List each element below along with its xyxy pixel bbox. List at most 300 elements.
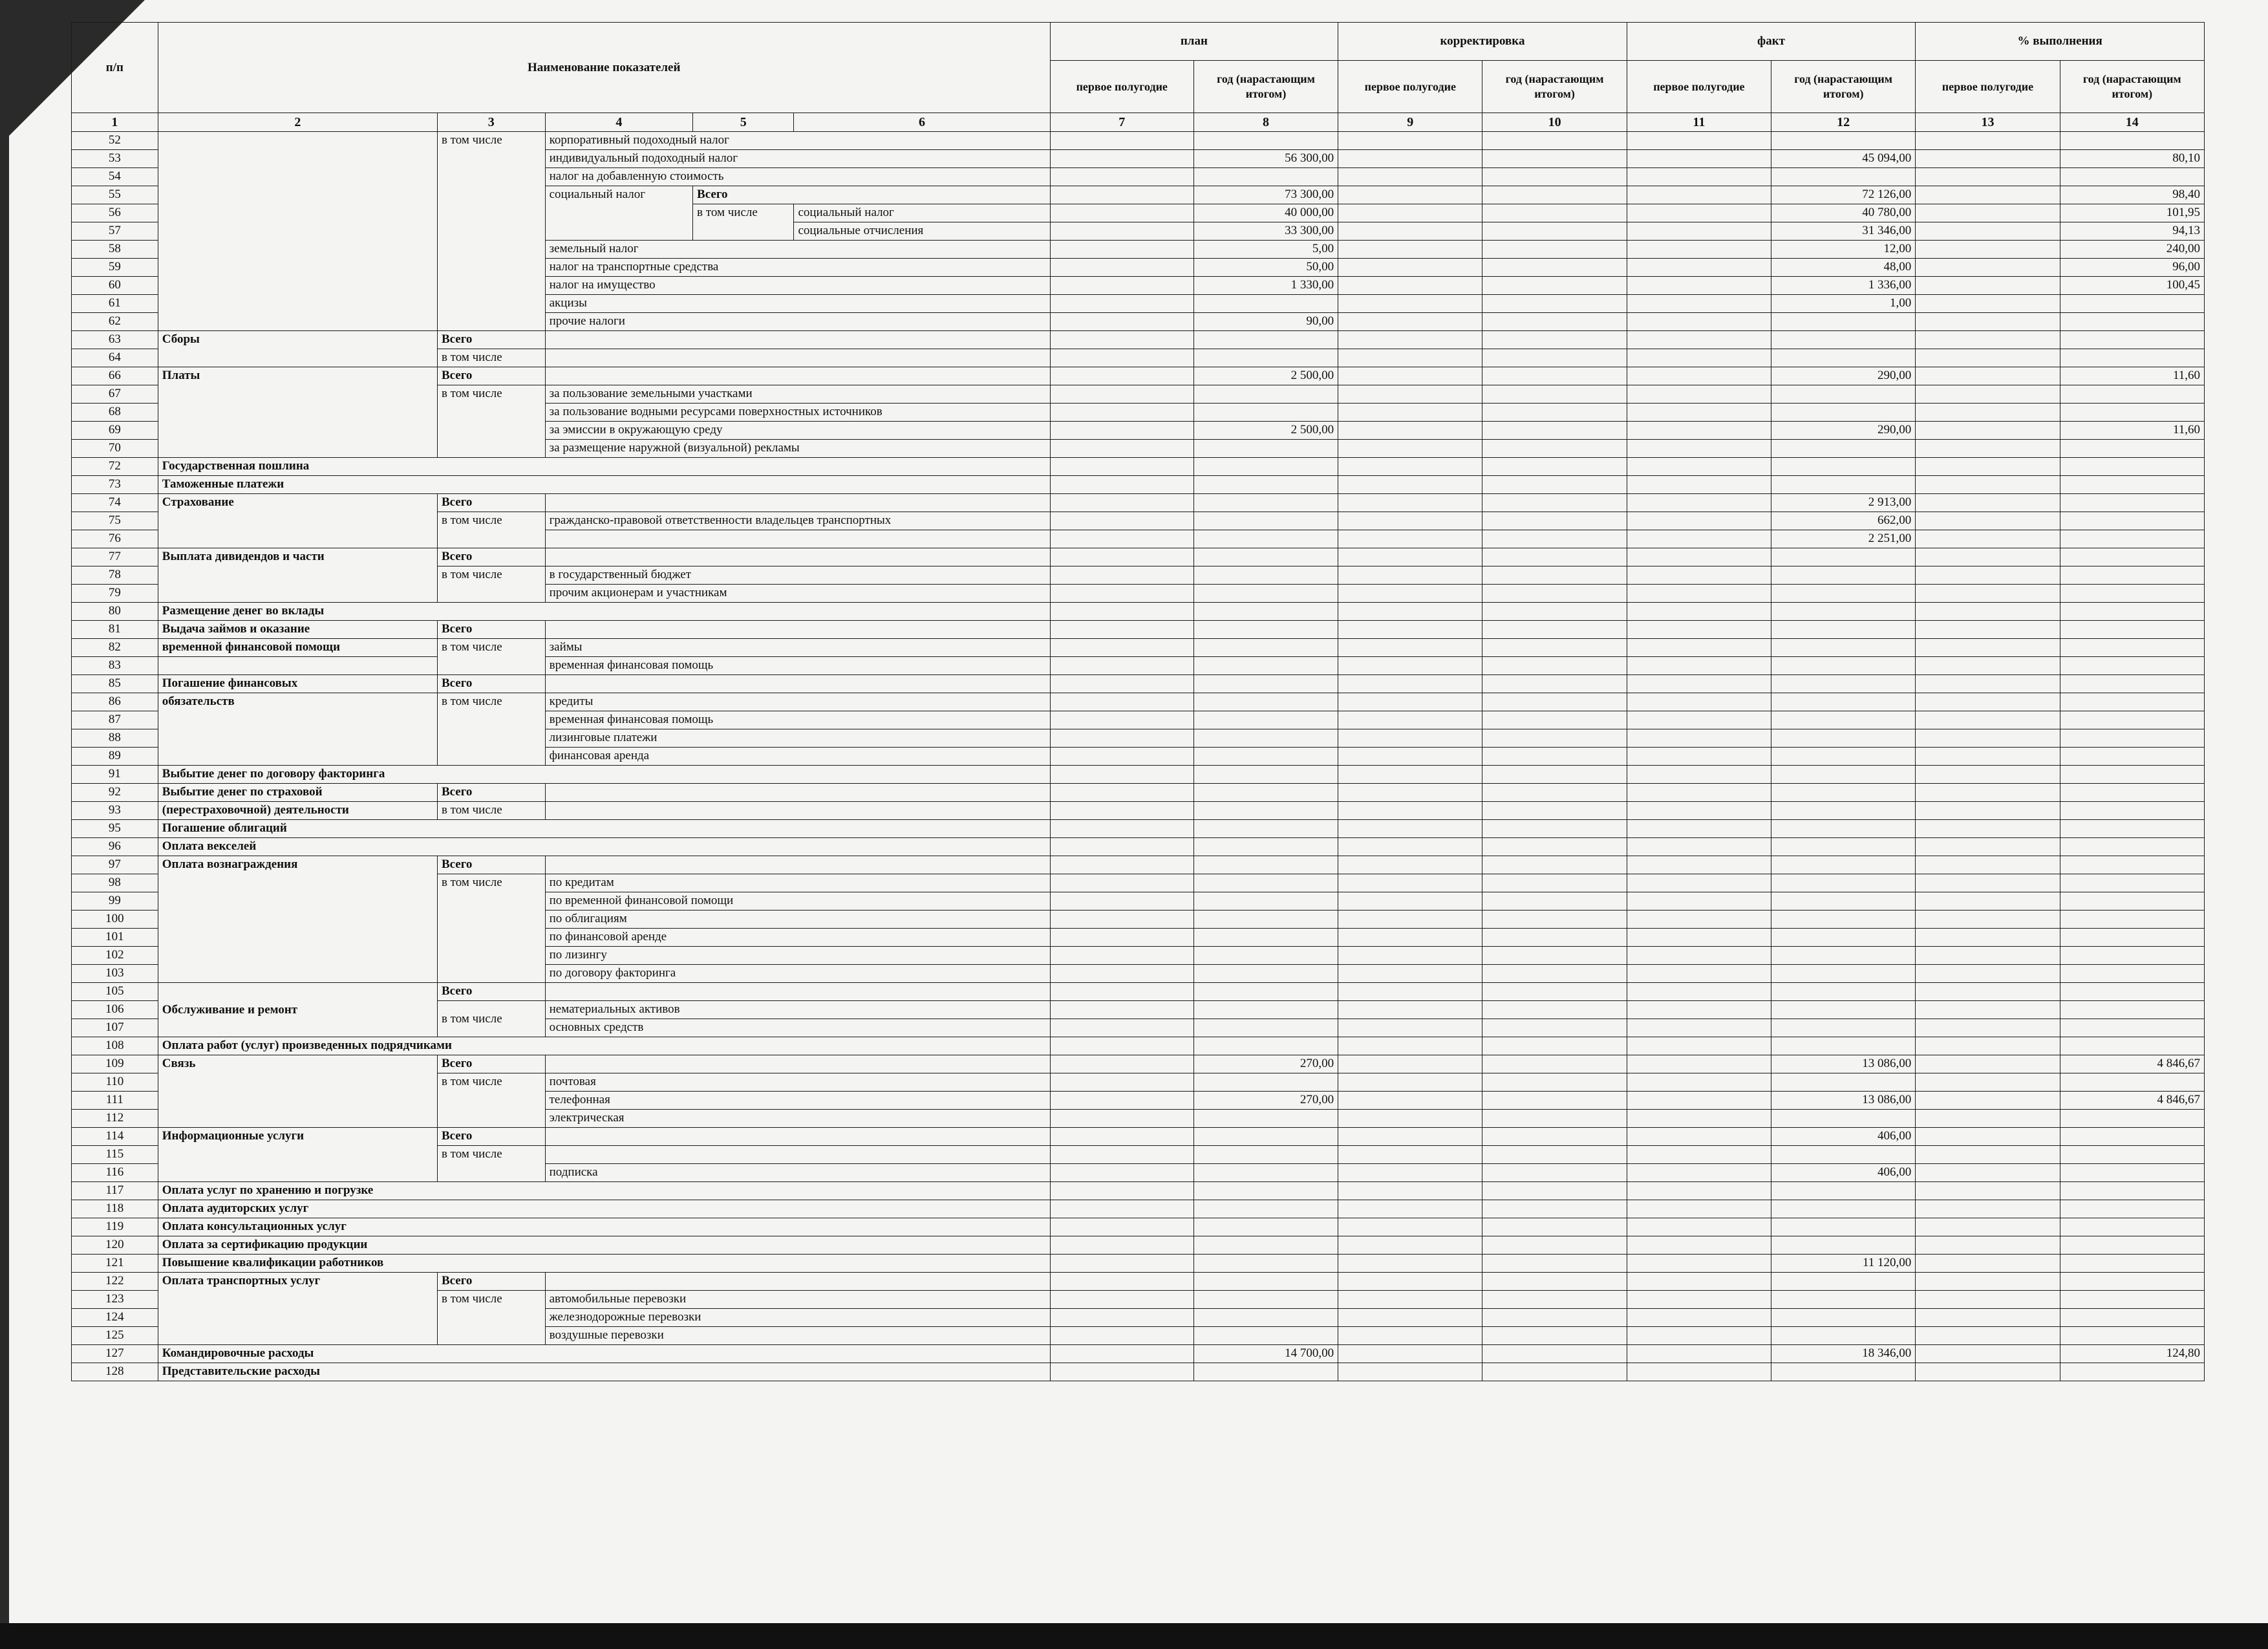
value-pct-h: [1916, 1182, 2060, 1200]
indicator-label: лизинговые платежи: [545, 729, 1050, 748]
value-plan-h: [1050, 1273, 1193, 1291]
value-plan-y: [1193, 1073, 1338, 1092]
value-corr-y: [1482, 1001, 1627, 1019]
table-row: [72, 1273, 2205, 1291]
value-pct-h: [1916, 277, 2060, 295]
indicator-label: Всего: [437, 494, 545, 512]
value-corr-h: [1338, 1236, 1482, 1255]
indicator-label: Всего: [437, 548, 545, 566]
value-plan-y: 40 000,00: [1193, 204, 1338, 222]
value-fact-h: [1627, 1363, 1771, 1381]
value-pct-h: [1916, 838, 2060, 856]
indicator-label: корпоративный подоходный налог: [545, 132, 1050, 150]
value-corr-h: [1338, 1345, 1482, 1363]
table-row: [72, 1182, 2205, 1200]
value-plan-h: [1050, 512, 1193, 530]
value-fact-h: [1627, 585, 1771, 603]
value-corr-h: [1338, 639, 1482, 657]
row-number: 107: [72, 1019, 158, 1037]
value-fact-h: [1627, 1182, 1771, 1200]
value-pct-y: [2060, 784, 2204, 802]
value-fact-y: [1771, 1019, 1916, 1037]
value-pct-h: [1916, 132, 2060, 150]
value-pct-y: [2060, 566, 2204, 585]
value-corr-h: [1338, 1019, 1482, 1037]
value-fact-h: [1627, 1128, 1771, 1146]
value-corr-h: [1338, 331, 1482, 349]
value-plan-y: [1193, 1019, 1338, 1037]
value-fact-h: [1627, 1146, 1771, 1164]
value-corr-y: [1482, 911, 1627, 929]
value-plan-h: [1050, 1182, 1193, 1200]
value-corr-h: [1338, 802, 1482, 820]
value-corr-y: [1482, 965, 1627, 983]
value-fact-h: [1627, 892, 1771, 911]
value-plan-h: [1050, 766, 1193, 784]
value-corr-y: [1482, 1363, 1627, 1381]
table-row: [72, 331, 2205, 349]
value-corr-h: [1338, 603, 1482, 621]
row-number: 56: [72, 204, 158, 222]
indicator-label: Командировочные расходы: [158, 1345, 1050, 1363]
value-corr-h: [1338, 1073, 1482, 1092]
value-plan-h: [1050, 1164, 1193, 1182]
value-plan-y: [1193, 892, 1338, 911]
value-pct-h: [1916, 1037, 2060, 1055]
value-corr-h: [1338, 1309, 1482, 1327]
indicator-label: налог на добавленную стоимость: [545, 168, 1050, 186]
value-plan-h: [1050, 548, 1193, 566]
value-fact-h: [1627, 222, 1771, 241]
value-plan-h: [1050, 675, 1193, 693]
value-plan-h: [1050, 1291, 1193, 1309]
value-fact-y: [1771, 1291, 1916, 1309]
value-pct-h: [1916, 494, 2060, 512]
value-plan-h: [1050, 965, 1193, 983]
value-pct-y: [2060, 1363, 2204, 1381]
value-fact-h: [1627, 820, 1771, 838]
indicator-label: Выбытие денег по страховой: [158, 784, 437, 802]
value-pct-h: [1916, 476, 2060, 494]
value-corr-y: [1482, 892, 1627, 911]
value-corr-h: [1338, 1182, 1482, 1200]
value-plan-y: [1193, 603, 1338, 621]
sub-half: первое полугодие: [1627, 61, 1771, 113]
row-number: 79: [72, 585, 158, 603]
value-pct-y: 11,60: [2060, 367, 2204, 385]
value-fact-h: [1627, 1218, 1771, 1236]
row-number: 69: [72, 422, 158, 440]
value-fact-h: [1627, 657, 1771, 675]
value-corr-h: [1338, 349, 1482, 367]
value-corr-y: [1482, 349, 1627, 367]
value-fact-y: 48,00: [1771, 259, 1916, 277]
value-corr-h: [1338, 313, 1482, 331]
value-fact-h: [1627, 458, 1771, 476]
value-plan-y: [1193, 1128, 1338, 1146]
value-corr-h: [1338, 530, 1482, 548]
table-row: [72, 693, 2205, 711]
value-plan-h: [1050, 566, 1193, 585]
value-plan-y: [1193, 693, 1338, 711]
value-pct-y: [2060, 947, 2204, 965]
value-plan-y: [1193, 1291, 1338, 1309]
value-pct-y: [2060, 621, 2204, 639]
value-fact-y: 290,00: [1771, 422, 1916, 440]
value-pct-h: [1916, 313, 2060, 331]
value-pct-h: [1916, 1363, 2060, 1381]
row-number: 102: [72, 947, 158, 965]
sub-half: первое полугодие: [1050, 61, 1193, 113]
value-pct-y: [2060, 802, 2204, 820]
value-pct-y: [2060, 295, 2204, 313]
value-plan-h: [1050, 150, 1193, 168]
value-pct-h: [1916, 1073, 2060, 1092]
value-corr-h: [1338, 1146, 1482, 1164]
value-corr-y: [1482, 585, 1627, 603]
value-plan-y: 5,00: [1193, 241, 1338, 259]
value-fact-h: [1627, 566, 1771, 585]
value-fact-y: [1771, 458, 1916, 476]
indicator-label: социальный налог: [794, 204, 1050, 222]
value-plan-h: [1050, 204, 1193, 222]
indicator-label: по договору факторинга: [545, 965, 1050, 983]
value-fact-h: [1627, 1037, 1771, 1055]
value-corr-h: [1338, 947, 1482, 965]
value-corr-h: [1338, 385, 1482, 404]
value-corr-y: [1482, 1019, 1627, 1037]
value-plan-y: 73 300,00: [1193, 186, 1338, 204]
indicator-label: в том числе: [437, 566, 545, 603]
value-pct-y: [2060, 820, 2204, 838]
colnum: 13: [1916, 113, 2060, 132]
value-corr-h: [1338, 784, 1482, 802]
value-pct-h: [1916, 422, 2060, 440]
value-fact-y: [1771, 168, 1916, 186]
value-fact-h: [1627, 186, 1771, 204]
table-row: [72, 603, 2205, 621]
value-pct-h: [1916, 295, 2060, 313]
row-number: 112: [72, 1110, 158, 1128]
value-pct-y: [2060, 929, 2204, 947]
table-row: [72, 1218, 2205, 1236]
value-plan-y: [1193, 168, 1338, 186]
row-number: 105: [72, 983, 158, 1001]
value-corr-h: [1338, 1218, 1482, 1236]
value-fact-y: [1771, 385, 1916, 404]
value-pct-h: [1916, 204, 2060, 222]
value-pct-y: 240,00: [2060, 241, 2204, 259]
value-corr-y: [1482, 458, 1627, 476]
table-row: [72, 494, 2205, 512]
value-plan-h: [1050, 947, 1193, 965]
row-number: 89: [72, 748, 158, 766]
value-plan-h: [1050, 440, 1193, 458]
value-fact-h: [1627, 494, 1771, 512]
value-pct-h: [1916, 1236, 2060, 1255]
indicator-label: гражданско-правовой ответственности владельцев транспортных: [545, 512, 1050, 530]
value-corr-h: [1338, 711, 1482, 729]
row-number: 118: [72, 1200, 158, 1218]
value-plan-h: [1050, 1110, 1193, 1128]
value-pct-h: [1916, 784, 2060, 802]
value-pct-y: 96,00: [2060, 259, 2204, 277]
value-plan-y: [1193, 711, 1338, 729]
indicator-label: в том числе: [437, 1001, 545, 1037]
value-plan-y: [1193, 639, 1338, 657]
value-pct-h: [1916, 639, 2060, 657]
table-row: [72, 476, 2205, 494]
value-corr-y: [1482, 548, 1627, 566]
row-number: 88: [72, 729, 158, 748]
value-corr-h: [1338, 204, 1482, 222]
row-number: 74: [72, 494, 158, 512]
table-row: [72, 1037, 2205, 1055]
indicator-label: Всего: [693, 186, 1051, 204]
value-fact-h: [1627, 1345, 1771, 1363]
colnum: 8: [1193, 113, 1338, 132]
empty-cell: [545, 802, 1050, 820]
indicator-label: (перестраховочной) деятельности: [158, 802, 437, 820]
value-plan-y: [1193, 729, 1338, 748]
value-fact-y: 12,00: [1771, 241, 1916, 259]
value-fact-h: [1627, 693, 1771, 711]
value-fact-h: [1627, 385, 1771, 404]
value-pct-y: [2060, 440, 2204, 458]
value-pct-h: [1916, 1055, 2060, 1073]
value-fact-y: [1771, 711, 1916, 729]
value-fact-y: 31 346,00: [1771, 222, 1916, 241]
value-plan-y: [1193, 440, 1338, 458]
scanner-edge: [0, 1623, 2268, 1649]
value-plan-y: [1193, 494, 1338, 512]
value-plan-h: [1050, 1200, 1193, 1218]
value-fact-y: [1771, 603, 1916, 621]
indicator-label: автомобильные перевозки: [545, 1291, 1050, 1309]
value-pct-h: [1916, 1110, 2060, 1128]
value-corr-h: [1338, 1128, 1482, 1146]
value-fact-h: [1627, 1200, 1771, 1218]
indicator-label: займы: [545, 639, 1050, 657]
value-fact-y: 72 126,00: [1771, 186, 1916, 204]
value-plan-h: [1050, 1327, 1193, 1345]
value-plan-y: 2 500,00: [1193, 422, 1338, 440]
table-row: [72, 1055, 2205, 1073]
value-fact-h: [1627, 838, 1771, 856]
value-pct-h: [1916, 1273, 2060, 1291]
indicator-label: Оплата векселей: [158, 838, 1050, 856]
indicator-label: кредиты: [545, 693, 1050, 711]
value-fact-h: [1627, 150, 1771, 168]
row-number: 61: [72, 295, 158, 313]
row-number: 96: [72, 838, 158, 856]
value-plan-h: [1050, 802, 1193, 820]
indicator-label: Оплата транспортных услуг: [158, 1273, 437, 1345]
value-plan-h: [1050, 838, 1193, 856]
indicator-label: Оплата работ (услуг) произведенных подрядчиками: [158, 1037, 1050, 1055]
value-corr-y: [1482, 404, 1627, 422]
value-plan-h: [1050, 295, 1193, 313]
indicator-label: за пользование водными ресурсами поверхностных источников: [545, 404, 1050, 422]
value-fact-h: [1627, 1019, 1771, 1037]
value-corr-y: [1482, 838, 1627, 856]
value-corr-y: [1482, 603, 1627, 621]
value-corr-y: [1482, 1110, 1627, 1128]
value-pct-y: [2060, 548, 2204, 566]
value-fact-y: [1771, 548, 1916, 566]
value-corr-h: [1338, 277, 1482, 295]
value-plan-y: [1193, 1182, 1338, 1200]
row-number: 119: [72, 1218, 158, 1236]
value-plan-y: [1193, 458, 1338, 476]
value-fact-h: [1627, 404, 1771, 422]
value-fact-y: [1771, 802, 1916, 820]
value-fact-y: 45 094,00: [1771, 150, 1916, 168]
value-pct-y: [2060, 349, 2204, 367]
row-number: 86: [72, 693, 158, 711]
value-corr-y: [1482, 820, 1627, 838]
value-pct-h: [1916, 548, 2060, 566]
value-pct-h: [1916, 802, 2060, 820]
value-corr-h: [1338, 458, 1482, 476]
value-fact-y: [1771, 675, 1916, 693]
colnum: 5: [693, 113, 794, 132]
value-corr-y: [1482, 947, 1627, 965]
row-number: 120: [72, 1236, 158, 1255]
value-plan-h: [1050, 241, 1193, 259]
indicator-label: Всего: [437, 1055, 545, 1073]
indicator-label: Всего: [437, 1128, 545, 1146]
value-corr-y: [1482, 259, 1627, 277]
value-plan-h: [1050, 530, 1193, 548]
empty-cell: [545, 621, 1050, 639]
value-corr-y: [1482, 1273, 1627, 1291]
value-corr-y: [1482, 385, 1627, 404]
value-pct-y: [2060, 404, 2204, 422]
indicator-label: Оплата аудиторских услуг: [158, 1200, 1050, 1218]
value-pct-h: [1916, 1327, 2060, 1345]
indicator-label: почтовая: [545, 1073, 1050, 1092]
row-number: 123: [72, 1291, 158, 1309]
value-fact-y: [1771, 639, 1916, 657]
indicator-label: в том числе: [437, 132, 545, 331]
value-pct-h: [1916, 585, 2060, 603]
value-corr-h: [1338, 132, 1482, 150]
value-fact-h: [1627, 1291, 1771, 1309]
value-fact-y: [1771, 440, 1916, 458]
row-number: 82: [72, 639, 158, 657]
row-number: 85: [72, 675, 158, 693]
empty-cell: [545, 1273, 1050, 1291]
value-plan-h: [1050, 874, 1193, 892]
value-fact-y: [1771, 1182, 1916, 1200]
value-corr-y: [1482, 729, 1627, 748]
value-fact-y: 18 346,00: [1771, 1345, 1916, 1363]
value-pct-h: [1916, 983, 2060, 1001]
empty-cell: [158, 132, 437, 331]
indicator-label: социальные отчисления: [794, 222, 1050, 241]
row-number: 103: [72, 965, 158, 983]
value-fact-y: [1771, 856, 1916, 874]
value-pct-h: [1916, 331, 2060, 349]
value-plan-h: [1050, 1092, 1193, 1110]
value-corr-h: [1338, 729, 1482, 748]
value-plan-h: [1050, 621, 1193, 639]
value-pct-h: [1916, 349, 2060, 367]
value-pct-h: [1916, 911, 2060, 929]
indicator-label: прочие налоги: [545, 313, 1050, 331]
indicator-label: по лизингу: [545, 947, 1050, 965]
value-fact-y: [1771, 1327, 1916, 1345]
value-plan-y: [1193, 385, 1338, 404]
value-fact-h: [1627, 802, 1771, 820]
value-corr-h: [1338, 259, 1482, 277]
value-plan-y: 33 300,00: [1193, 222, 1338, 241]
row-number: 93: [72, 802, 158, 820]
value-plan-h: [1050, 729, 1193, 748]
row-number: 73: [72, 476, 158, 494]
value-pct-h: [1916, 766, 2060, 784]
value-pct-y: 98,40: [2060, 186, 2204, 204]
indicator-label: в том числе: [437, 349, 545, 367]
value-pct-h: [1916, 1128, 2060, 1146]
value-pct-y: 4 846,67: [2060, 1055, 2204, 1073]
sub-year: год (нарастающим итогом): [1771, 61, 1916, 113]
row-number: 92: [72, 784, 158, 802]
value-fact-h: [1627, 911, 1771, 929]
value-pct-h: [1916, 1309, 2060, 1327]
value-corr-y: [1482, 1073, 1627, 1092]
value-fact-y: [1771, 929, 1916, 947]
value-plan-y: [1193, 349, 1338, 367]
value-plan-h: [1050, 911, 1193, 929]
value-corr-y: [1482, 657, 1627, 675]
sub-half: первое полугодие: [1338, 61, 1482, 113]
value-fact-h: [1627, 1001, 1771, 1019]
value-fact-h: [1627, 1164, 1771, 1182]
value-plan-y: 56 300,00: [1193, 150, 1338, 168]
value-corr-y: [1482, 766, 1627, 784]
value-pct-h: [1916, 874, 2060, 892]
value-plan-h: [1050, 1019, 1193, 1037]
value-plan-y: [1193, 929, 1338, 947]
value-pct-h: [1916, 947, 2060, 965]
value-pct-h: [1916, 186, 2060, 204]
value-plan-y: [1193, 1200, 1338, 1218]
value-pct-y: [2060, 675, 2204, 693]
value-corr-h: [1338, 965, 1482, 983]
value-pct-y: [2060, 1218, 2204, 1236]
value-fact-y: [1771, 1363, 1916, 1381]
value-corr-y: [1482, 204, 1627, 222]
value-pct-y: [2060, 1236, 2204, 1255]
table-row: [72, 675, 2205, 693]
indicator-label: Всего: [437, 983, 545, 1001]
empty-cell: [545, 1146, 1050, 1164]
value-plan-y: [1193, 784, 1338, 802]
value-fact-y: [1771, 1236, 1916, 1255]
value-corr-h: [1338, 1164, 1482, 1182]
value-pct-y: [2060, 385, 2204, 404]
col-n-header: п/п: [72, 23, 158, 113]
sub-half: первое полугодие: [1916, 61, 2060, 113]
value-corr-h: [1338, 1327, 1482, 1345]
value-fact-h: [1627, 476, 1771, 494]
value-plan-y: [1193, 1236, 1338, 1255]
value-corr-h: [1338, 1200, 1482, 1218]
value-plan-h: [1050, 1255, 1193, 1273]
value-corr-y: [1482, 1309, 1627, 1327]
